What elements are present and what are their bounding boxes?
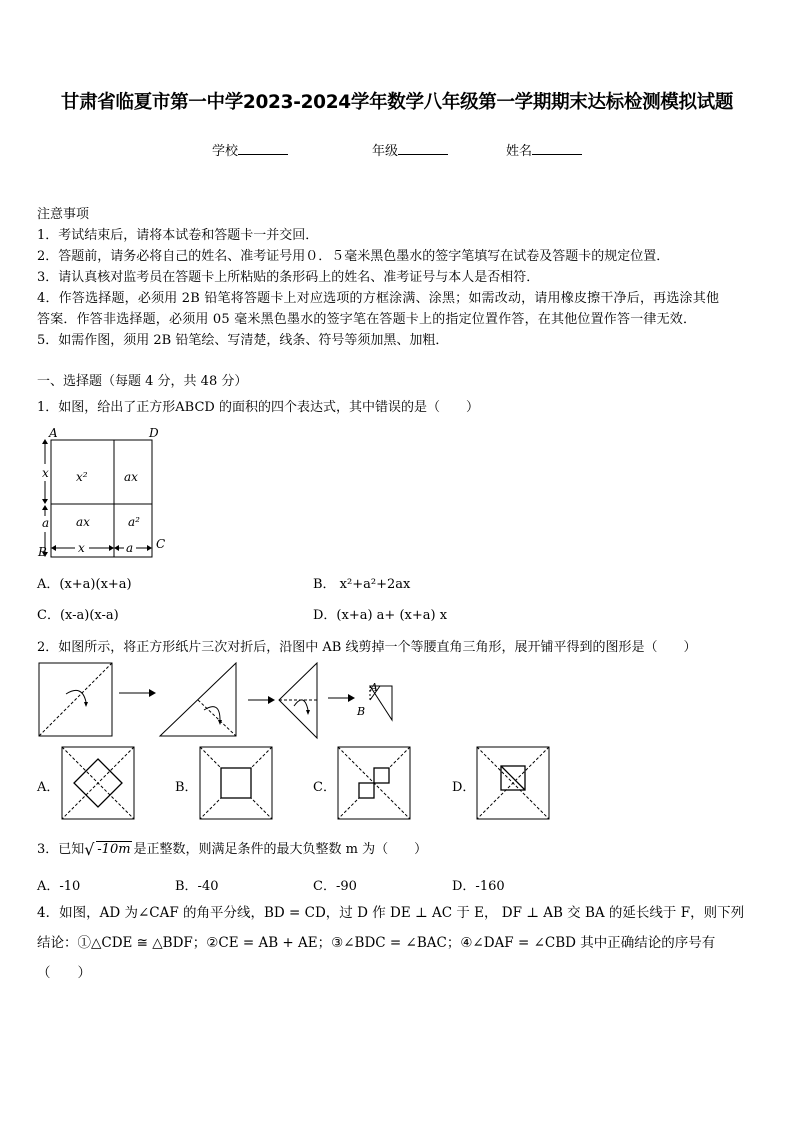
q1-stem: 1．如图，给出了正方形ABCD 的面积的四个表达式，其中错误的是（ ） [37,400,479,415]
label-B: B [38,545,47,558]
fold-label-a: A [370,681,378,694]
label-x-bottom: x [78,541,85,555]
note-item-3: 3．请认真核对监考员在答题卡上所粘贴的条形码上的姓名、准考证号与本人是否相符． [37,270,540,285]
cell-x2: x² [76,470,88,484]
sqrt-icon: √ [84,840,95,859]
cell-a2: a² [128,515,140,529]
name-field [506,140,582,159]
q1-option-b[interactable]: B． x²+a²+2ax [313,577,411,592]
school-label: 学校 [212,144,239,159]
note-item-2: 2．答题前，请务必将自己的姓名、准考证号用０．５毫米黑色墨水的签字笔填写在试卷及答题卡的规定位置． [37,249,670,264]
q3-stem [37,838,427,857]
q2-option-c[interactable]: C． [313,780,336,795]
q4-line-1: 4．如图，AD 为∠CAF 的角平分线，BD = CD，过 D 作 DE ⊥ AC 于 E， DF ⊥ AB 交 BA 的延长线于 F，则下列 [37,905,745,921]
note-item-4: 4．作答选择题，必须用 2B 铅笔将答题卡上对应选项的方框涂满、涂黑；如需改动，请用橡皮擦干净后，再选涂其他 [37,291,720,306]
school-blank[interactable] [238,141,288,155]
cell-ax-bottom: ax [76,515,90,529]
square-outline [51,440,152,557]
label-a-left: a [42,516,50,530]
note-item-4-cont: 答案．作答非选择题，必须用 05 毫米黑色墨水的签字笔在答题卡上的指定位置作答，在其他位置作答一律无效． [37,312,697,327]
q2-stem: 2．如图所示，将正方形纸片三次对折后，沿图中 AB 线剪掉一个等腰直角三角形，展开铺平得到的图形是（ ） [37,640,697,655]
fold-label-b: B [357,705,366,718]
q2-option-d[interactable]: D． [452,780,476,795]
q3-option-c[interactable]: C．-90 [313,879,357,894]
sqrt-expression [84,842,131,857]
q1-square-figure [36,424,166,558]
q2-figure-c[interactable] [337,746,411,820]
q4-stem [37,898,767,988]
grade-field [372,140,448,159]
note-item-5: 5．如需作图，须用 2B 铅笔绘、写清楚，线条、符号等须加黑、加粗． [37,333,449,348]
q1-option-c[interactable]: C．(x-a)(x-a) [37,608,119,623]
q1-option-a[interactable]: A．(x+a)(x+a) [37,577,132,592]
school-field [212,140,288,159]
label-x-left: x [42,466,49,480]
q3-option-d[interactable]: D．-160 [452,879,505,894]
sqrt-radicand: -10m [97,842,131,857]
notes-heading: 注意事项 [37,207,90,222]
section-heading: 一、选择题（每题 4 分，共 48 分） [37,374,248,389]
label-C: C [156,537,166,551]
q2-option-b[interactable]: B． [175,780,198,795]
label-D: D [149,426,159,440]
q2-figure-a[interactable] [61,746,135,820]
q2-folding-sequence [36,660,412,740]
note-item-1: 1．考试结束后，请将本试卷和答题卡一并交回． [37,228,319,243]
grade-blank[interactable] [398,141,448,155]
q3-stem-post: 是正整数，则满足条件的最大负整数 m 为（ ） [133,842,428,857]
name-blank[interactable] [532,141,582,155]
page-title: 甘肃省临夏市第一中学2023-2024学年数学八年级第一学期期末达标检测模拟试题 [60,92,734,113]
q2-figure-b[interactable] [199,746,273,820]
q4-line-2: 结论：①△CDE ≅ △BDF；②CE = AB + AE；③∠BDC = ∠BAC；④∠DAF = ∠CBD 其中正确结论的序号有 [37,935,716,951]
q3-stem-pre: 3．已知 [37,842,85,857]
cell-ax-top: ax [124,470,138,484]
label-A: A [49,426,58,440]
label-a-bottom: a [126,541,134,555]
q1-option-d[interactable]: D．(x+a) a+ (x+a) x [313,608,448,623]
q4-line-3: （ ） [37,965,91,981]
q3-option-a[interactable]: A．-10 [37,879,81,894]
name-label: 姓名 [506,144,533,159]
q3-option-b[interactable]: B．-40 [175,879,219,894]
q2-option-a[interactable]: A． [37,780,60,795]
grade-label: 年级 [372,144,399,159]
q2-figure-d[interactable] [476,746,550,820]
